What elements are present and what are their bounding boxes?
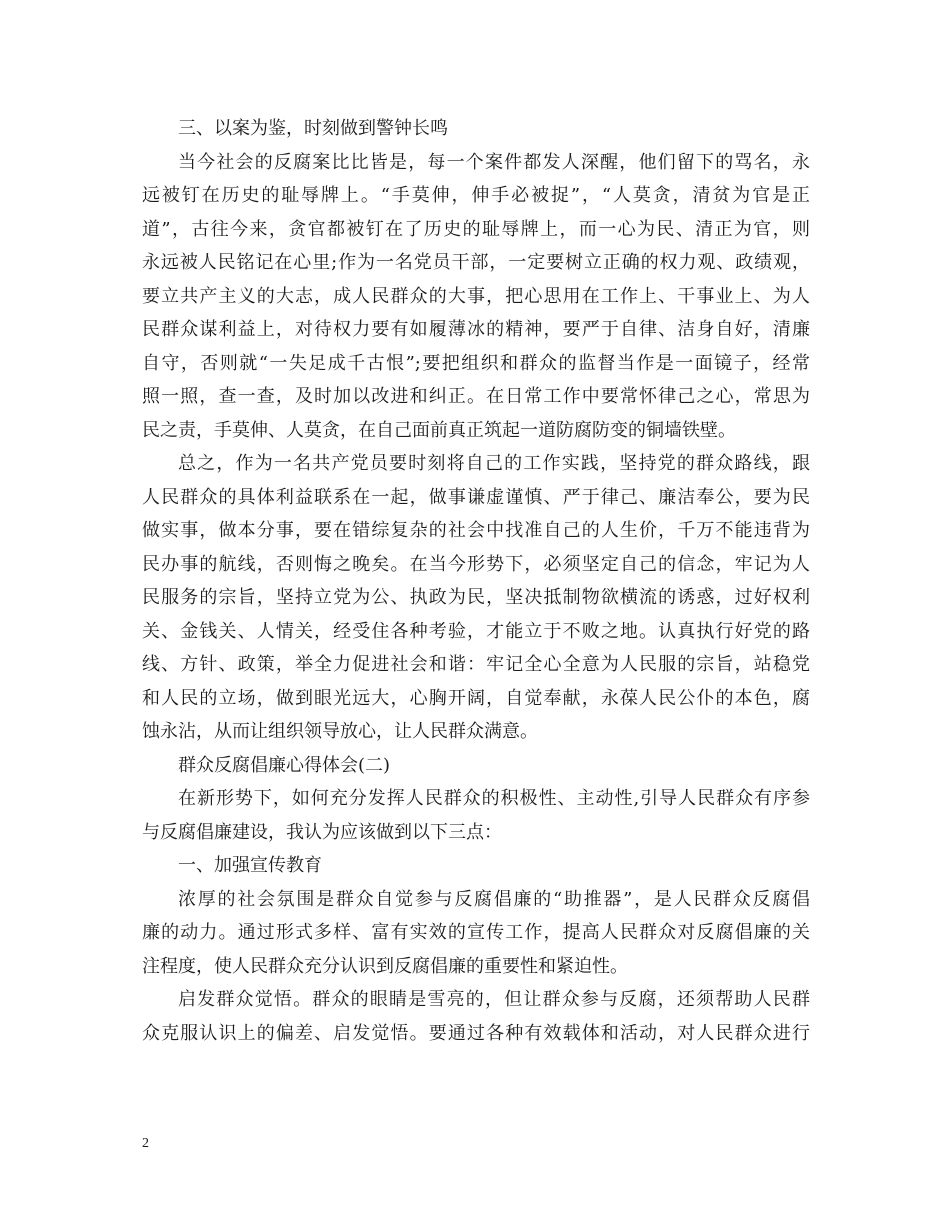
paragraph-line: 关、金钱关、人情关，经受住各种考验，才能立于不败之地。认真执行好党的路: [142, 620, 810, 642]
paragraph-line: 民服务的宗旨，坚持立党为公、执政为民，坚决抵制物欲横流的诱惑，过好权利: [142, 587, 810, 608]
page-number: 2: [142, 1136, 149, 1151]
paragraph-line: 与反腐倡廉建设，我认为应该做到以下三点：: [142, 821, 502, 843]
paragraph-line: 自守，否则就“一失足成千古恨”;要把组织和群众的监督当作是一面镜子，经常: [142, 352, 810, 374]
paragraph-line: 民群众谋利益上，对待权力要有如履薄冰的精神，要严于自律、洁身自好，清廉: [142, 319, 810, 340]
paragraph-line: 要立共产主义的大志，成人民群众的大事，把心思用在工作上、干事业上、为人: [142, 285, 810, 307]
paragraph-line: 远被钉在历史的耻辱牌上。“手莫伸，伸手必被捉”，“人莫贪，清贫为官是正: [142, 185, 810, 206]
paragraph-line: 众克服认识上的偏差、启发觉悟。要通过各种有效载体和活动，对人民群众进行: [142, 1022, 810, 1044]
paragraph-line: 永远被人民铭记在心里;作为一名党员干部，一定要树立正确的权力观、政绩观，: [142, 252, 810, 273]
paragraph-line: 蚀永沾，从而让组织领导放心，让人民群众满意。: [142, 721, 538, 742]
paragraph-line: 照一照，查一查，及时加以改进和纠正。在日常工作中要常怀律己之心，常思为: [142, 386, 810, 407]
paragraph-line: 人民群众的具体利益联系在一起，做事谦虚谨慎、严于律己、廉洁奉公，要为民: [142, 486, 810, 508]
paragraph-line: 廉的动力。通过形式多样、富有实效的宣传工作，提高人民群众对反腐倡廉的关: [142, 922, 810, 943]
paragraph-line: 注程度，使人民群众充分认识到反腐倡廉的重要性和紧迫性。: [142, 955, 628, 977]
section-heading: 三、以案为鉴，时刻做到警钟长鸣: [178, 118, 448, 139]
subtitle: 群众反腐倡廉心得体会(二): [178, 754, 391, 776]
paragraph-line: 线、方针、政策，举全力促进社会和谐：牢记全心全意为人民服的宗旨，站稳党: [142, 654, 810, 675]
paragraph-line: 和人民的立场，做到眼光远大，心胸开阔，自觉奉献，永葆人民公仆的本色，腐: [142, 687, 810, 709]
paragraph-line: 在新形势下，如何充分发挥人民群众的积极性、主动性,引导人民群众有序参: [178, 788, 810, 809]
paragraph-line: 做实事，做本分事，要在错综复杂的社会中找准自己的人生价，千万不能违背为: [142, 520, 810, 541]
paragraph-line: 启发群众觉悟。群众的眼睛是雪亮的，但让群众参与反腐，还须帮助人民群: [178, 989, 810, 1010]
paragraph-line: 浓厚的社会氛围是群众自觉参与反腐倡廉的“助推器”，是人民群众反腐倡: [178, 888, 810, 910]
section-heading: 一、加强宣传教育: [178, 855, 322, 876]
paragraph-line: 当今社会的反腐案比比皆是，每一个案件都发人深醒，他们留下的骂名，永: [178, 151, 810, 173]
paragraph-line: 民办事的航线，否则悔之晚矣。在当今形势下，必须坚定自己的信念，牢记为人: [142, 553, 810, 575]
paragraph-line: 总之，作为一名共产党员要时刻将自己的工作实践，坚持党的群众路线，跟: [178, 453, 810, 474]
paragraph-line: 道”，古往今来，贪官都被钉在了历史的耻辱牌上，而一心为民、清正为官，则: [142, 218, 810, 240]
document-body: [142, 112, 810, 1050]
paragraph-line: 民之责，手莫伸、人莫贪，在自己面前真正筑起一道防腐防变的铜墙铁壁。: [142, 419, 736, 441]
